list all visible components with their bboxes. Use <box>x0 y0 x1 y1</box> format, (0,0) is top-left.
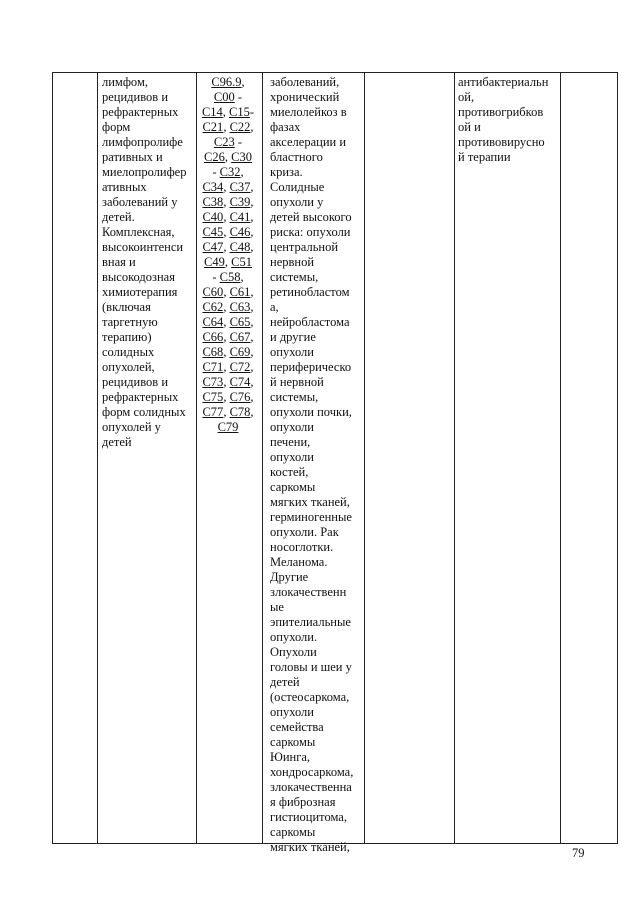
code-separator: , <box>250 225 254 239</box>
icd-code-link[interactable]: C64 <box>202 315 224 329</box>
code-separator: , <box>222 105 230 119</box>
icd-code-link[interactable]: C14 <box>201 105 223 119</box>
icd-code-link[interactable]: C47 <box>202 240 224 254</box>
diagnosis-line: я фиброзная <box>270 795 336 809</box>
code-separator: , <box>223 405 230 419</box>
code-separator: , <box>250 360 254 374</box>
diagnosis-line: эпителиальные <box>270 615 351 629</box>
icd-code-link[interactable]: C21 <box>202 120 224 134</box>
code-separator: - <box>249 105 255 119</box>
icd-code-line <box>198 405 258 420</box>
column-divider <box>560 73 561 843</box>
description-line: вная и <box>102 255 136 269</box>
description-line: рецидивов и <box>102 375 169 389</box>
icd-code-link[interactable]: C77 <box>202 405 224 419</box>
icd-code-link[interactable]: C74 <box>229 375 251 389</box>
icd-code-link[interactable]: C40 <box>202 210 224 224</box>
column-divider <box>262 73 263 843</box>
diagnosis-line: Меланома. <box>270 555 328 569</box>
description-line: опухолей, <box>102 360 155 374</box>
diagnosis-line: ые <box>270 600 284 614</box>
diagnosis-line: злокачественна <box>270 780 352 794</box>
icd-code-link[interactable]: C68 <box>202 345 224 359</box>
diagnosis-line: и другие <box>270 330 316 344</box>
therapy-line: антибактериальн <box>458 75 549 89</box>
description-line: химиотерапия <box>102 285 178 299</box>
document-table <box>52 72 618 854</box>
code-separator: - <box>212 165 220 179</box>
icd-code-link[interactable]: C63 <box>229 300 251 314</box>
diagnosis-line: системы, <box>270 270 319 284</box>
diagnosis-line: центральной <box>270 240 339 254</box>
page-number: 79 <box>572 846 585 860</box>
diagnosis-line: опухоли почки, <box>270 405 352 419</box>
icd-code-link[interactable]: C45 <box>202 225 224 239</box>
code-separator: , <box>250 120 254 134</box>
description-line: терапию) <box>102 330 152 344</box>
icd-code-link[interactable]: C26 <box>204 150 225 164</box>
icd-code-line <box>198 345 258 360</box>
description-line: детей <box>102 435 132 449</box>
description-line: миелопролифер <box>102 165 187 179</box>
therapy-line: противогрибков <box>458 105 544 119</box>
diagnosis-line: опухоли. <box>270 630 318 644</box>
diagnosis-line: системы, <box>270 390 319 404</box>
code-separator: , <box>250 345 254 359</box>
icd-code-line <box>198 120 258 135</box>
icd-code-line <box>198 90 258 105</box>
code-separator: , <box>250 180 254 194</box>
code-separator: , <box>250 300 254 314</box>
diagnosis-line: опухоли. Рак <box>270 525 339 539</box>
icd-code-link[interactable]: C41 <box>229 210 251 224</box>
code-separator: - <box>234 135 243 149</box>
code-separator: , <box>240 165 244 179</box>
diagnosis-line: опухоли у <box>270 195 324 209</box>
code-separator: , <box>223 120 230 134</box>
icd-code-link[interactable]: C00 <box>213 90 235 104</box>
icd-code-link[interactable]: C51 <box>231 255 252 269</box>
icd-code-line <box>198 255 258 270</box>
description-line: форм <box>102 120 131 134</box>
diagnosis-line: детей высокого <box>270 210 352 224</box>
diagnosis-line: ретинобластом <box>270 285 350 299</box>
code-separator: , <box>223 375 230 389</box>
code-separator: , <box>223 315 230 329</box>
icd-code-line <box>198 105 258 120</box>
diagnosis-line: саркомы <box>270 480 316 494</box>
diagnosis-line: нервной <box>270 255 315 269</box>
code-separator: , <box>223 390 230 404</box>
icd-code-link[interactable]: C22 <box>229 120 251 134</box>
icd-code-link[interactable]: C49 <box>204 255 225 269</box>
diagnosis-line: миелолейкоз в <box>270 105 347 119</box>
icd-code-link[interactable]: C61 <box>229 285 251 299</box>
diagnosis-line: бластного <box>270 150 323 164</box>
diagnosis-line: Опухоли <box>270 645 317 659</box>
diagnosis-line: фазах <box>270 120 301 134</box>
icd-code-link[interactable]: C32 <box>219 165 241 179</box>
description-line: рецидивов и <box>102 90 169 104</box>
treatment-description-cell <box>102 75 196 450</box>
code-separator: , <box>241 75 245 89</box>
code-separator: , <box>223 225 230 239</box>
diagnoses-cell <box>270 75 363 855</box>
icd-code-line <box>198 210 258 225</box>
icd-code-line <box>198 180 258 195</box>
diagnosis-line: нейробластома <box>270 315 350 329</box>
diagnosis-line: носоглотки. <box>270 540 334 554</box>
code-separator: , <box>240 270 244 284</box>
code-separator: , <box>250 330 254 344</box>
icd-code-line <box>198 390 258 405</box>
icd-code-line <box>198 360 258 375</box>
code-separator: , <box>224 255 232 269</box>
column-divider <box>97 73 98 843</box>
description-line: солидных <box>102 345 155 359</box>
diagnosis-line: мягких тканей, <box>270 495 350 509</box>
code-separator: - <box>212 270 220 284</box>
diagnosis-line: детей <box>270 675 300 689</box>
icd-code-link[interactable]: C67 <box>229 330 251 344</box>
icd-code-link[interactable]: C78 <box>229 405 251 419</box>
icd-code-link[interactable]: C37 <box>229 180 251 194</box>
description-line: (включая <box>102 300 151 314</box>
icd-code-link[interactable]: C71 <box>202 360 224 374</box>
diagnosis-line: хронический <box>270 90 340 104</box>
diagnosis-line: злокачественн <box>270 585 347 599</box>
diagnosis-line: гистиоцитома, <box>270 810 347 824</box>
diagnosis-line: криза. <box>270 165 303 179</box>
icd-code-line <box>198 195 258 210</box>
code-separator: , <box>250 315 254 329</box>
diagnosis-line: печени, <box>270 435 311 449</box>
description-line: таргетную <box>102 315 158 329</box>
code-separator: , <box>250 405 254 419</box>
code-separator: , <box>223 360 230 374</box>
description-line: детей. <box>102 210 135 224</box>
icd-code-line <box>198 165 258 180</box>
icd-code-link[interactable]: C72 <box>229 360 251 374</box>
icd-code-line <box>198 225 258 240</box>
therapy-line: противовирусно <box>458 135 545 149</box>
diagnosis-line: й нервной <box>270 375 324 389</box>
code-separator: , <box>223 240 230 254</box>
diagnosis-line: опухоли <box>270 705 314 719</box>
diagnosis-line: а, <box>270 300 279 314</box>
icd-code-line <box>198 315 258 330</box>
icd-code-line <box>198 300 258 315</box>
diagnosis-line: периферическо <box>270 360 352 374</box>
description-line: лимфопролифе <box>102 135 183 149</box>
icd-code-link[interactable]: C15 <box>229 105 250 119</box>
code-separator: , <box>250 240 254 254</box>
description-line: высокоинтенси <box>102 240 184 254</box>
icd-code-link[interactable]: C79 <box>217 420 239 434</box>
diagnosis-line: риска: опухоли <box>270 225 351 239</box>
icd-code-link[interactable]: C69 <box>229 345 251 359</box>
diagnosis-line: опухоли <box>270 420 314 434</box>
icd-codes-cell <box>198 75 258 435</box>
code-separator: , <box>250 390 254 404</box>
code-separator: , <box>223 300 230 314</box>
code-separator: , <box>250 195 254 209</box>
therapy-line: ой и <box>458 120 481 134</box>
icd-code-line <box>198 330 258 345</box>
code-separator: - <box>234 90 243 104</box>
icd-code-line <box>198 240 258 255</box>
icd-code-line <box>198 285 258 300</box>
diagnosis-line: мягких тканей, <box>270 840 350 854</box>
diagnosis-line: хондросаркома, <box>270 765 354 779</box>
icd-code-link[interactable]: C23 <box>213 135 235 149</box>
code-separator: , <box>223 195 230 209</box>
diagnosis-line: опухоли <box>270 450 314 464</box>
column-divider <box>196 73 197 843</box>
icd-code-link[interactable]: C65 <box>229 315 251 329</box>
diagnosis-line: Солидные <box>270 180 325 194</box>
icd-code-link[interactable]: C66 <box>202 330 224 344</box>
diagnosis-line: Другие <box>270 570 309 584</box>
icd-code-link[interactable]: C60 <box>202 285 224 299</box>
code-separator: , <box>223 345 230 359</box>
diagnosis-line: Юинга, <box>270 750 311 764</box>
description-line: форм солидных <box>102 405 186 419</box>
icd-code-line <box>198 135 258 150</box>
code-separator: , <box>223 180 230 194</box>
icd-code-link[interactable]: C62 <box>202 300 224 314</box>
description-line: ративных и <box>102 150 163 164</box>
diagnosis-line: саркомы <box>270 735 316 749</box>
description-line: лимфом, <box>102 75 148 89</box>
icd-code-link[interactable]: C46 <box>229 225 251 239</box>
therapy-line: ой, <box>458 90 475 104</box>
icd-code-link[interactable]: C30 <box>231 150 252 164</box>
diagnosis-line: (остеосаркома, <box>270 690 350 704</box>
description-line: заболеваний у <box>102 195 178 209</box>
code-separator: , <box>223 210 230 224</box>
code-separator: , <box>250 285 254 299</box>
icd-code-link[interactable]: C76 <box>229 390 251 404</box>
description-line: ативных <box>102 180 147 194</box>
description-line: Комплексная, <box>102 225 175 239</box>
icd-code-line <box>198 420 258 435</box>
icd-code-link[interactable]: C73 <box>202 375 224 389</box>
diagnosis-line: герминогенные <box>270 510 352 524</box>
icd-code-link[interactable]: C48 <box>229 240 251 254</box>
icd-code-link[interactable]: C34 <box>202 180 224 194</box>
diagnosis-line: саркомы <box>270 825 316 839</box>
table-border-left <box>52 73 53 843</box>
icd-code-line <box>198 150 258 165</box>
diagnosis-line: заболеваний, <box>270 75 340 89</box>
code-separator: , <box>250 375 254 389</box>
icd-code-link[interactable]: C39 <box>229 195 251 209</box>
code-separator: , <box>223 330 230 344</box>
description-line: высокодозная <box>102 270 175 284</box>
diagnosis-line: семейства <box>270 720 324 734</box>
description-line: опухолей у <box>102 420 161 434</box>
diagnosis-line: костей, <box>270 465 309 479</box>
diagnosis-line: акселерации и <box>270 135 347 149</box>
icd-code-link[interactable]: C58 <box>219 270 241 284</box>
therapy-line: й терапии <box>458 150 511 164</box>
column-divider <box>454 73 455 843</box>
therapy-cell <box>458 75 561 165</box>
icd-code-link[interactable]: C96.9 <box>211 75 242 89</box>
code-separator: , <box>224 150 232 164</box>
icd-code-line <box>198 75 258 90</box>
description-line: рефрактерных <box>102 390 179 404</box>
code-separator: , <box>250 210 254 224</box>
code-separator: , <box>223 285 230 299</box>
diagnosis-line: опухоли <box>270 345 314 359</box>
diagnosis-line: головы и шеи у <box>270 660 352 674</box>
table-border-right <box>617 73 618 843</box>
icd-code-link[interactable]: C75 <box>202 390 224 404</box>
column-divider <box>364 73 365 843</box>
icd-code-line <box>198 270 258 285</box>
icd-code-line <box>198 375 258 390</box>
description-line: рефрактерных <box>102 105 179 119</box>
icd-code-link[interactable]: C38 <box>202 195 224 209</box>
